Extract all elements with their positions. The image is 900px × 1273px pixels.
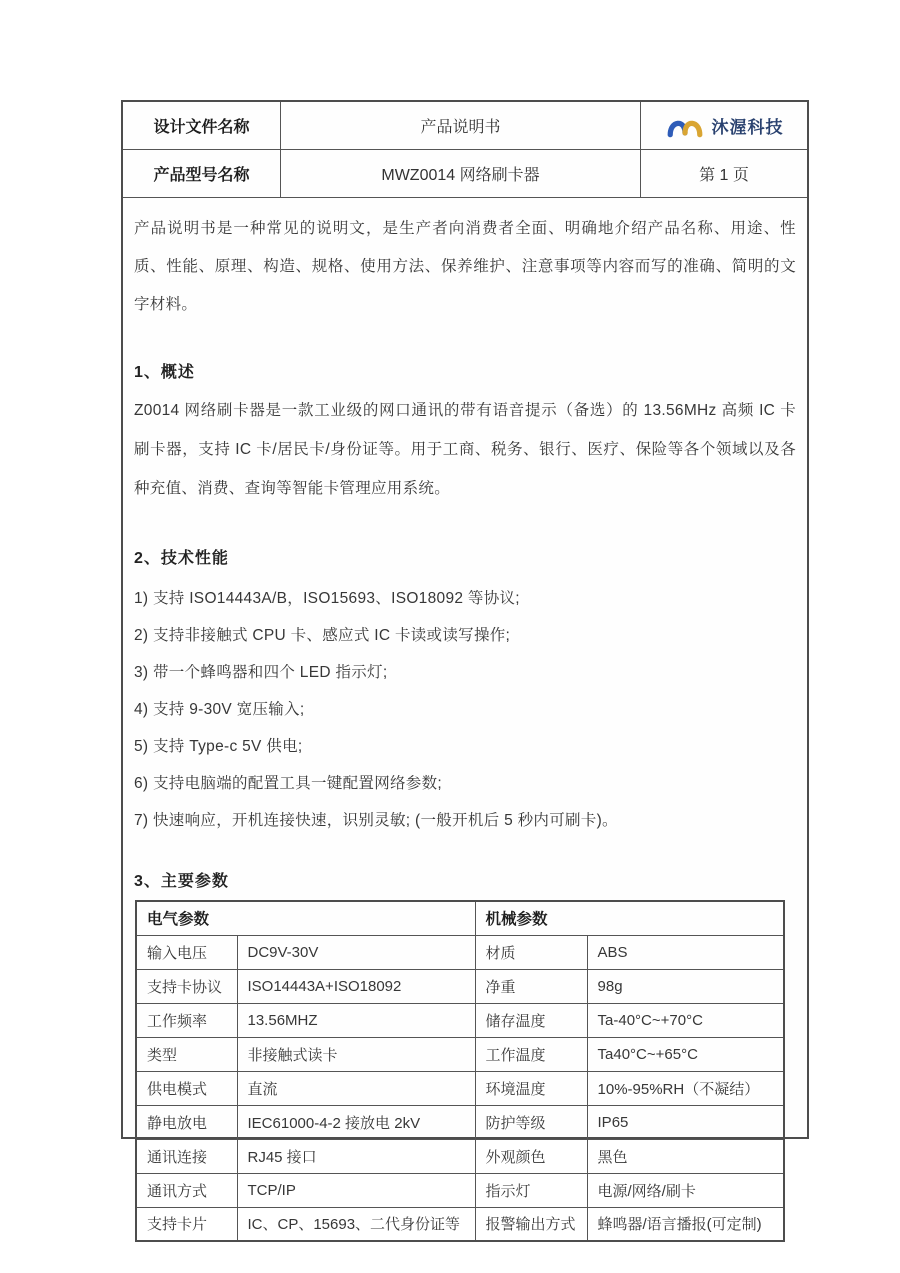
muwo-logo-icon <box>665 113 705 139</box>
param-key: 工作频率 <box>136 1003 237 1037</box>
tech-feature-list <box>134 580 796 839</box>
param-value: ISO14443A+ISO18092 <box>237 969 475 1003</box>
page-number: 第 1 页 <box>641 150 807 198</box>
param-key: 材质 <box>475 935 587 969</box>
param-value: DC9V-30V <box>237 935 475 969</box>
mechanical-params-header: 机械参数 <box>475 901 784 935</box>
param-value: 10%-95%RH（不凝结） <box>587 1071 784 1105</box>
logo-company-name: 沐渥科技 <box>711 118 784 137</box>
param-key: 环境温度 <box>475 1071 587 1105</box>
design-doc-name-value: 产品说明书 <box>281 102 641 150</box>
param-value: 电源/网络/刷卡 <box>587 1173 784 1207</box>
param-key: 静电放电 <box>136 1105 237 1139</box>
tech-item: 4) 支持 9-30V 宽压输入; <box>134 701 305 718</box>
table-row <box>136 1173 784 1207</box>
param-value: Ta-40°C~+70°C <box>587 1003 784 1037</box>
table-header-row <box>136 901 784 935</box>
param-key: 指示灯 <box>475 1173 587 1207</box>
param-value: 98g <box>587 969 784 1003</box>
table-row <box>136 1037 784 1071</box>
param-key: 支持卡协议 <box>136 969 237 1003</box>
param-key: 防护等级 <box>475 1105 587 1139</box>
param-value: IEC61000-4-2 接放电 2kV <box>237 1105 475 1139</box>
tech-item: 6) 支持电脑端的配置工具一键配置网络参数; <box>134 775 442 792</box>
tech-item: 1) 支持 ISO14443A/B，ISO15693、ISO18092 等协议; <box>134 590 520 607</box>
param-key: 供电模式 <box>136 1071 237 1105</box>
table-row <box>136 969 784 1003</box>
parameters-table <box>135 900 785 1242</box>
param-key: 净重 <box>475 969 587 1003</box>
param-value: IP65 <box>587 1105 784 1139</box>
table-row <box>136 935 784 969</box>
param-key: 支持卡片 <box>136 1207 237 1241</box>
section-title-params: 3、主要参数 <box>134 873 229 890</box>
table-row <box>136 1071 784 1105</box>
electrical-params-header: 电气参数 <box>136 901 475 935</box>
intro-paragraph: 产品说明书是一种常见的说明文，是生产者向消费者全面、明确地介绍产品名称、用途、性质、性能、原理、构造、规格、使用方法、保养维护、注意事项等内容而写的准确、简明的文字材料。 <box>134 220 796 313</box>
param-key: 工作温度 <box>475 1037 587 1071</box>
company-logo <box>641 102 807 150</box>
overview-paragraph: Z0014 网络刷卡器是一款工业级的网口通讯的带有语音提示（备选）的 13.56MHz 高频 IC 卡刷卡器，支持 IC 卡/居民卡/身份证等。用于工商、税务、银行、医疗、保险等各个领域以及各种充值、消费、查询等智能卡管理应用系统。 <box>134 402 796 497</box>
param-key: 储存温度 <box>475 1003 587 1037</box>
param-value: 黑色 <box>587 1139 784 1173</box>
product-model-value: MWZ0014 网络刷卡器 <box>281 150 641 198</box>
section-title-overview: 1、概述 <box>134 364 195 381</box>
tech-item: 7) 快速响应，开机连接快速，识别灵敏; (一般开机后 5 秒内可刷卡)。 <box>134 812 618 829</box>
param-value: 蜂鸣器/语言播报(可定制) <box>587 1207 784 1241</box>
param-key: 外观颜色 <box>475 1139 587 1173</box>
param-value: ABS <box>587 935 784 969</box>
param-value: 13.56MHZ <box>237 1003 475 1037</box>
param-value: RJ45 接口 <box>237 1139 475 1173</box>
section-title-tech: 2、技术性能 <box>134 550 229 567</box>
table-row <box>136 1105 784 1139</box>
param-key: 输入电压 <box>136 935 237 969</box>
product-model-label: 产品型号名称 <box>123 150 281 198</box>
table-row <box>136 1003 784 1037</box>
param-value: IC、CP、15693、二代身份证等 <box>237 1207 475 1241</box>
tech-item: 5) 支持 Type-c 5V 供电; <box>134 738 303 755</box>
param-key: 报警输出方式 <box>475 1207 587 1241</box>
document-page <box>121 100 809 1234</box>
table-row <box>136 1139 784 1173</box>
document-body <box>123 210 807 1242</box>
tech-item: 3) 带一个蜂鸣器和四个 LED 指示灯; <box>134 664 388 681</box>
param-value: 直流 <box>237 1071 475 1105</box>
param-value: 非接触式读卡 <box>237 1037 475 1071</box>
tech-item: 2) 支持非接触式 CPU 卡、感应式 IC 卡读或读写操作; <box>134 627 511 644</box>
header-table <box>123 102 807 198</box>
param-key: 类型 <box>136 1037 237 1071</box>
param-key: 通讯方式 <box>136 1173 237 1207</box>
param-value: Ta40°C~+65°C <box>587 1037 784 1071</box>
design-doc-name-label: 设计文件名称 <box>123 102 281 150</box>
table-row <box>136 1207 784 1241</box>
logo-wrap <box>665 113 784 139</box>
param-value: TCP/IP <box>237 1173 475 1207</box>
param-key: 通讯连接 <box>136 1139 237 1173</box>
